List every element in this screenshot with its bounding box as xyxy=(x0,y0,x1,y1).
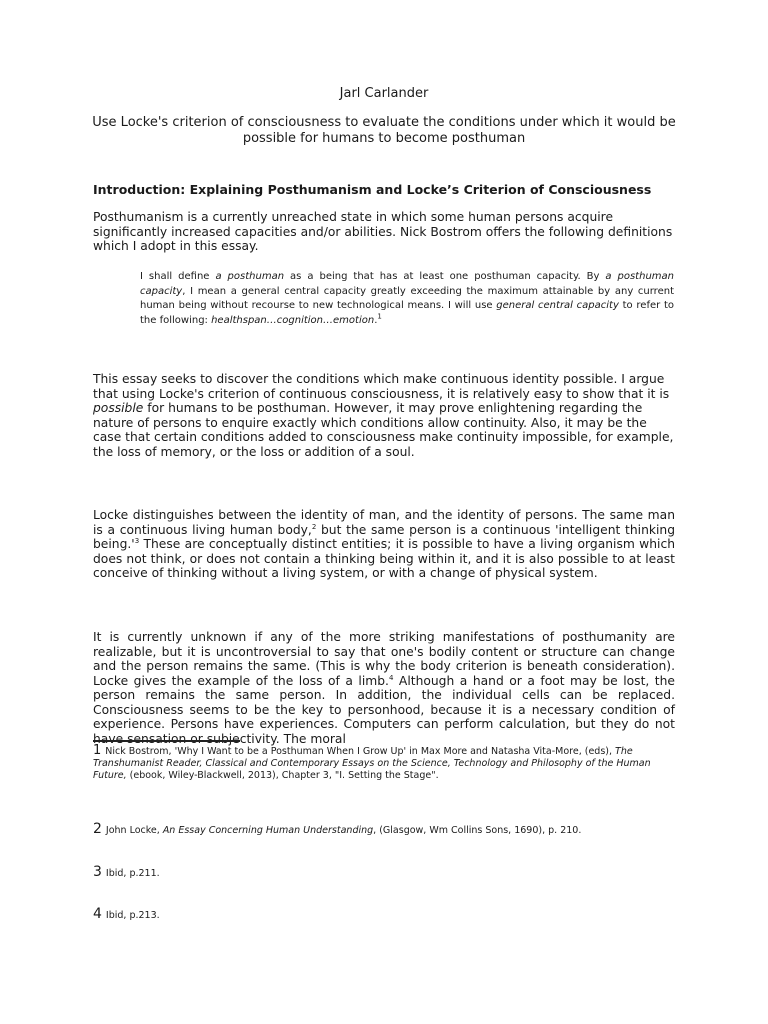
footnote-ref-3[interactable]: 3 xyxy=(134,536,140,545)
paragraph-text: This essay seeks to discover the conditions which make continuous identity possible. I argue that using Locke's criterion of continuous consciousness, it is relatively easy to show that it is xyxy=(93,372,670,401)
footnote-text: , (Glasgow, Wm Collins Sons, 1690), p. 210. xyxy=(373,825,582,836)
footnote-4 xyxy=(93,908,673,922)
footnote-number: 2 xyxy=(93,821,102,837)
author-name: Jarl Carlander xyxy=(339,86,429,101)
essay-title: Use Locke's criterion of consciousness to evaluate the conditions under which it would be possible for humans to become posthuman xyxy=(92,115,676,146)
quote-text: as a being that has at least one posthuman capacity. By xyxy=(284,271,606,282)
paragraph-intro: Posthumanism is a currently unreached state in which some human persons acquire significantly increased capacities and/or abilities. Nick Bostrom offers the following definitions which I adopt in this essay. xyxy=(93,210,673,253)
footnote-number: 4 xyxy=(93,906,102,922)
footnote-1 xyxy=(93,745,673,782)
section-heading: Introduction: Explaining Posthumanism and Locke’s Criterion of Consciousness xyxy=(93,182,652,197)
quote-text: I shall define xyxy=(140,271,216,282)
paragraph-thesis xyxy=(93,372,675,459)
footnote-ref-2[interactable]: 2 xyxy=(311,522,317,531)
quote-emphasis: general central capacity xyxy=(496,300,619,312)
paragraph-posthumanity xyxy=(93,630,675,746)
footnote-text: John Locke, xyxy=(105,825,163,836)
footnote-3 xyxy=(93,866,673,880)
footnote-text: Nick Bostrom, 'Why I Want to be a Posthuman When I Grow Up' in Max More and Natasha Vita-More, (eds), xyxy=(105,746,616,757)
paragraph-text: These are conceptually distinct entities; it is possible to have a living organism which does not think, or does not contain a thinking being within it, and it is also possible to at least conceive of thinking without a living system, or with a change of physical system. xyxy=(93,537,675,580)
footnote-text: Ibid, p.213. xyxy=(105,910,160,921)
paragraph-emphasis: possible xyxy=(93,401,144,415)
footnote-number: 1 xyxy=(93,743,102,758)
footnote-ref-4[interactable]: 4 xyxy=(388,673,394,682)
paragraph-text: It is currently unknown if any of the more striking manifestations of posthumanity are realizable, but it is uncontroversial to say that one's bodily content or structure can change and the person remains the same. (This is why the body criterion is beneath consideration). Locke gives the example of the loss of a limb. xyxy=(93,630,675,688)
quote-emphasis: healthspan…cognition…emotion xyxy=(211,315,375,327)
paragraph-locke-distinction xyxy=(93,508,675,581)
footnote-ref-1[interactable]: 1 xyxy=(377,312,382,321)
footnote-emphasis: The Transhumanist Reader, Classical and Contemporary Essays on the Science, Technology and Philosophy of the Human Future, xyxy=(93,746,651,781)
footnote-number: 3 xyxy=(93,864,102,880)
footnote-text: Ibid, p.211. xyxy=(105,868,160,879)
footnote-emphasis: An Essay Concerning Human Understanding xyxy=(162,825,374,836)
paragraph-text: for humans to be posthuman. However, it may prove enlightening regarding the nature of persons to enquire exactly which conditions allow continuity. Also, it may be the case that certain conditions added to consciousness make continuity impossible, for example, the loss of memory, or the loss or addition of a soul. xyxy=(93,401,674,459)
quote-text: . xyxy=(374,315,378,327)
footnote-separator xyxy=(93,740,240,742)
quote-text: , I mean a general central capacity greatly exceeding the maximum attainable by any current human being without recourse to new technological means. I will use xyxy=(140,285,674,312)
footnote-text: (ebook, Wiley-Blackwell, 2013), Chapter 3, "I. Setting the Stage". xyxy=(126,770,439,781)
paragraph-text: but the same person is a continuous 'intelligent thinking being.' xyxy=(93,522,675,551)
block-quote xyxy=(140,270,674,329)
footnote-2 xyxy=(93,823,673,837)
paragraph-text: Although a hand or a foot may be lost, the person remains the same person. In addition, the individual cells can be replaced. Consciousness seems to be the key to personhood, because it is a necessary condition of experience. Persons have experiences. Computers can perform calculation, but they do not have sensation or subjectivity. The moral xyxy=(93,673,675,746)
quote-emphasis: a posthuman capacity xyxy=(140,271,674,297)
paragraph-text: Locke distinguishes between the identity of man, and the identity of persons. The same man is a continuous living human body, xyxy=(93,508,675,537)
quote-text: to refer to the following: xyxy=(140,300,674,327)
quote-emphasis: a posthuman xyxy=(215,271,285,282)
